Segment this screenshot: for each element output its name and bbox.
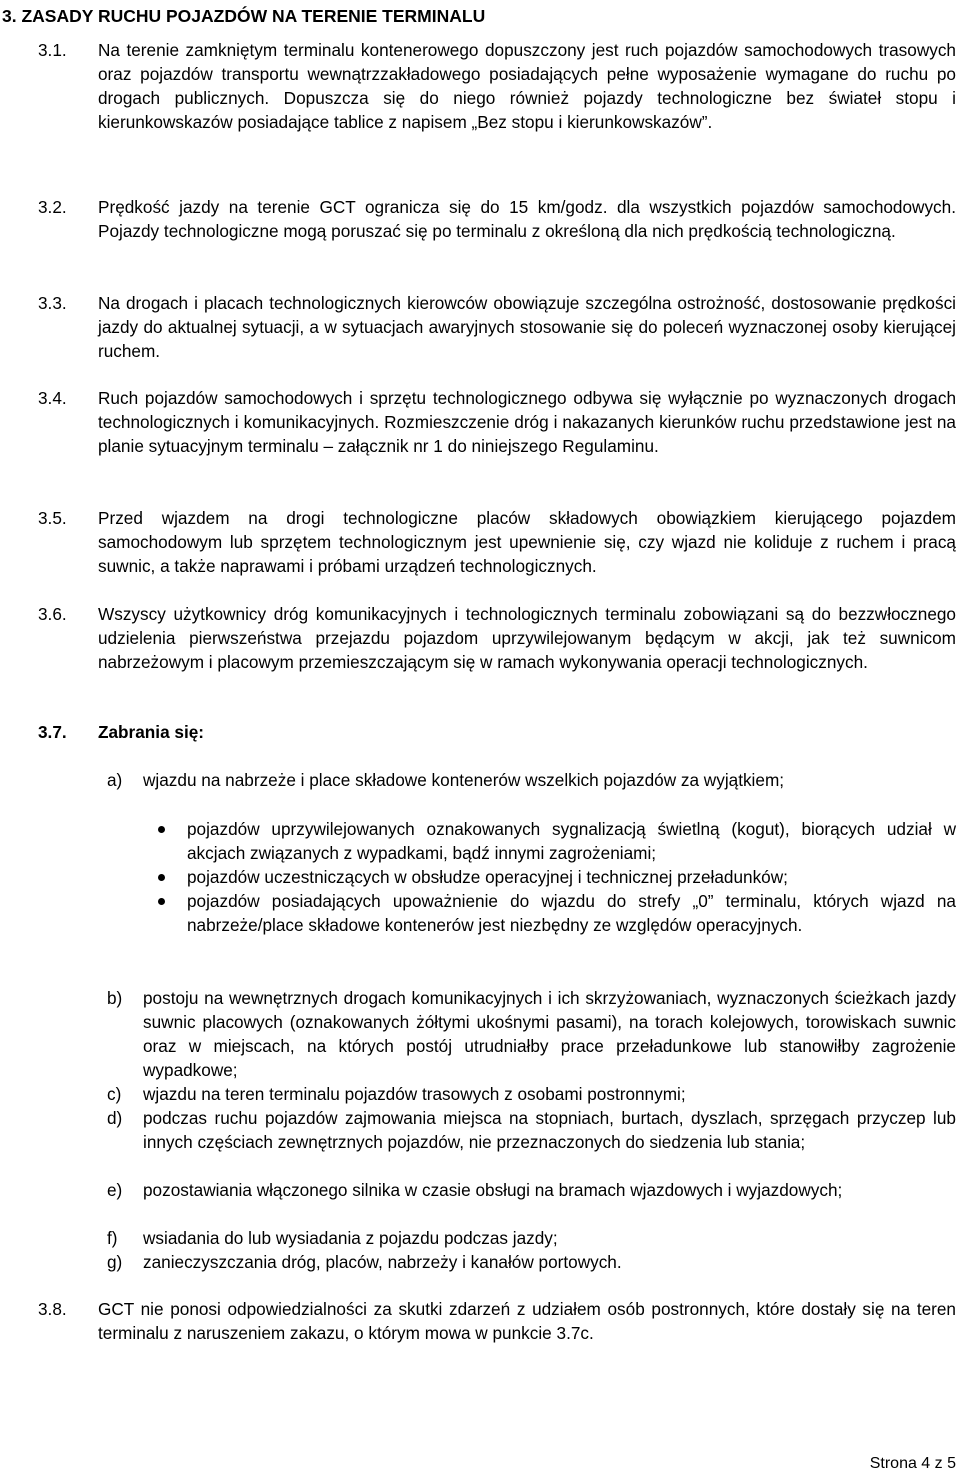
clause-number: 3.6.: [38, 604, 67, 624]
item-text: wjazdu na teren terminalu pojazdów trasowych z osobami postronnymi;: [143, 1084, 686, 1104]
item-text: zanieczyszczania dróg, placów, nabrzeży i kanałów portowych.: [143, 1252, 622, 1272]
prohibition-c: [107, 1082, 956, 1106]
clause-3-6: [38, 602, 956, 674]
clause-3-4: [38, 386, 956, 458]
clause-number: 3.7.: [38, 722, 67, 742]
clause-text: Prędkość jazdy na terenie GCT ogranicza się do 15 km/godz. dla wszystkich pojazdów samochodowych. Pojazdy technologiczne mogą poruszać się po terminalu z określoną dla nich prędkością technologiczną.: [98, 197, 956, 241]
clause-number: 3.5.: [38, 508, 67, 528]
clause-number: 3.3.: [38, 293, 67, 313]
clause-text: Ruch pojazdów samochodowych i sprzętu technologicznego odbywa się wyłącznie po wyznaczonych drogach technologicznych i komunikacyjnych. Rozmieszczenie dróg i nakazanych kierunków ruchu przedstawione jest na planie sytuacyjnym terminalu – załącznik nr 1 do niniejszego Regulaminu.: [98, 388, 956, 456]
clause-text: Na terenie zamkniętym terminalu kontenerowego dopuszczony jest ruch pojazdów samochodowych trasowych oraz pojazdów transportu wewnątrzzakładowego posiadających pełne wyposażenie wymagane do ruchu po drogach publicznych. Dopuszcza się do niego również pojazdy technologiczne bez świateł stopu i kierunkowskazów posiadające tablice z napisem „Bez stopu i kierunkowskazów”.: [98, 40, 956, 132]
clause-number: 3.4.: [38, 388, 67, 408]
item-letter: a): [107, 770, 123, 790]
list-item: [158, 817, 956, 865]
clause-text: GCT nie ponosi odpowiedzialności za skutki zdarzeń z udziałem osób postronnych, które dostały się na teren terminalu z naruszeniem zakazu, o którym mowa w punkcie 3.7c.: [98, 1299, 956, 1343]
clause-text: Zabrania się:: [98, 722, 205, 742]
clause-number: 3.2.: [38, 197, 67, 217]
clause-3-3: [38, 291, 956, 363]
prohibition-g: [107, 1250, 956, 1274]
bullet-icon: [158, 826, 165, 833]
prohibition-a: [107, 768, 956, 792]
list-item-text: pojazdów uczestniczących w obsłudze operacyjnej i technicznej przeładunków;: [187, 867, 788, 887]
exception-list: [158, 817, 956, 937]
clause-3-8: [38, 1297, 956, 1345]
section-heading: 3. ZASADY RUCHU POJAZDÓW NA TERENIE TERMINALU: [2, 6, 486, 26]
item-letter: e): [107, 1180, 123, 1200]
prohibition-d: [107, 1106, 956, 1154]
clause-3-7: [38, 720, 956, 744]
list-item: [158, 865, 956, 889]
list-item-text: pojazdów posiadających upoważnienie do wjazdu do strefy „0” terminalu, których wjazd na nabrzeże/place składowe kontenerów jest niezbędny ze względów operacyjnych.: [187, 891, 956, 935]
item-text: pozostawiania włączonego silnika w czasie obsługi na bramach wjazdowych i wyjazdowych;: [143, 1180, 843, 1200]
item-text: wjazdu na nabrzeże i place składowe kontenerów wszelkich pojazdów za wyjątkiem;: [143, 770, 785, 790]
prohibition-e: [107, 1178, 956, 1202]
clause-number: 3.1.: [38, 40, 67, 60]
item-text: postoju na wewnętrznych drogach komunikacyjnych i ich skrzyżowaniach, wyznaczonych ścieżkach jazdy suwnic placowych (oznakowanych żółtymi ukośnymi pasami), na torach kolejowych, torowiskach suwnic oraz w miejscach, na których postój utrudniałby prace przeładunkowe lub stanowiłby zagrożenie wypadkowe;: [143, 988, 956, 1080]
list-item: [158, 889, 956, 937]
clause-3-2: [38, 195, 956, 243]
clause-3-5: [38, 506, 956, 578]
prohibition-b: [107, 986, 956, 1082]
clause-number: 3.8.: [38, 1299, 67, 1319]
bullet-icon: [158, 874, 165, 881]
list-item-text: pojazdów uprzywilejowanych oznakowanych sygnalizacją świetlną (kogut), biorących udział w akcjach związanych z wypadkami, bądź innymi zagrożeniami;: [187, 819, 956, 863]
bullet-icon: [158, 898, 165, 905]
item-letter: b): [107, 988, 123, 1008]
item-letter: c): [107, 1084, 122, 1104]
prohibition-f: [107, 1226, 956, 1250]
clause-text: Wszyscy użytkownicy dróg komunikacyjnych i technologicznych terminalu zobowiązani są do bezzwłocznego udzielenia pierwszeństwa przejazdu pojazdom uprzywilejowanym będącym w akcji, jak też suwnicom nabrzeżowym i placowym przemieszczającym się w ramach wykonywania operacji technologicznych.: [98, 604, 956, 672]
item-letter: d): [107, 1108, 123, 1128]
clause-3-1: [38, 38, 956, 134]
item-text: podczas ruchu pojazdów zajmowania miejsca na stopniach, burtach, dyszlach, sprzęgach przyczep lub innych częściach zewnętrznych pojazdów, nie przeznaczonych do siedzenia lub stania;: [143, 1108, 956, 1152]
page-number: Strona 4 z 5: [869, 1455, 956, 1472]
item-text: wsiadania do lub wysiadania z pojazdu podczas jazdy;: [143, 1228, 558, 1248]
clause-text: Przed wjazdem na drogi technologiczne placów składowych obowiązkiem kierującego pojazdem samochodowym lub sprzętem technologicznym jest upewnienie się, czy wjazd nie koliduje z ruchem i pracą suwnic, a także naprawami i próbami urządzeń technologicznych.: [98, 508, 956, 576]
item-letter: g): [107, 1252, 123, 1272]
item-letter: f): [107, 1228, 118, 1248]
clause-text: Na drogach i placach technologicznych kierowców obowiązuje szczególna ostrożność, dostosowanie prędkości jazdy do aktualnej sytuacji, a w sytuacjach awaryjnych stosowanie się do poleceń wyznaczonej osoby kierującej ruchem.: [98, 293, 956, 361]
